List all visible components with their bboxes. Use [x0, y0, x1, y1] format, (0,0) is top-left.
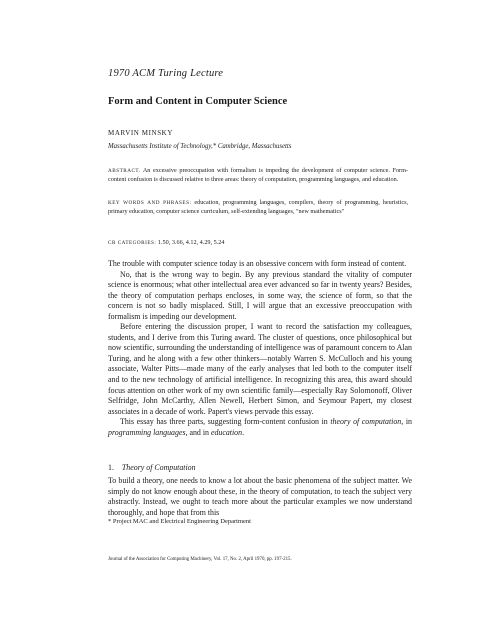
categories-label: CR CATEGORIES: — [108, 240, 157, 246]
author-affiliation: Massachusetts Institute of Technology,* Cambridge, Massachusetts — [108, 143, 292, 150]
lecture-heading: 1970 ACM Turing Lecture — [108, 68, 224, 79]
p4-education: education — [210, 427, 243, 437]
section-name: Theory of Computation — [121, 463, 196, 472]
p4-end: . — [242, 427, 245, 437]
author-name: MARVIN MINSKY — [108, 129, 173, 137]
paper-title: Form and Content in Computer Science — [108, 96, 288, 107]
section-1-paragraph: To build a theory, one needs to know a lot about the basic phenomena of the subject matter. We simply do not know enough about these, in the theory of computation, to teach the subject very abstractly. Instead, we ought to teach more about the particular examples we now understand thoroughly, and hope that from this — [108, 476, 412, 517]
keywords-label: KEY WORDS AND PHRASES: — [108, 200, 192, 206]
keywords-text: education, programming languages, compilers, theory of programming, heuristics, primary education, computer science curriculum, self-extending languages, "new mathematics" — [108, 199, 409, 215]
keywords — [108, 199, 408, 216]
p4-languages: programming languages — [108, 427, 186, 437]
body-text — [108, 259, 412, 438]
section-1-body — [108, 476, 412, 518]
paragraph-2: No, that is the wrong way to begin. By any previous standard the vitality of computer science is enormous; what other intellectual area ever advanced so far in twenty years? Besides, the theory of computation perhaps encloses, in some way, the science of form, so that the concern is not so badly misplaced. Still, I will argue that an excessive preoccupation with formalism is impeding our development. — [108, 269, 412, 321]
section-number: 1. — [108, 463, 114, 472]
footnote: * Project MAC and Electrical Engineering Department — [108, 518, 251, 525]
abstract-text: An excessive preoccupation with formalism is impeding the development of computer science. Form-content confusion is discussed relative to three areas: theory of computation, programming languages, and education. — [108, 167, 408, 183]
paragraph-3: Before entering the discussion proper, I want to record the satisfaction my colleagues, students, and I derive from this Turing award. The cluster of questions, once philosophical but now scientific, surrounding the understanding of intelligence was of paramount concern to Alan Turing, and he along with a few other thinkers—notably Warren S. McCulloch and his young associate, Walter Pitts—made many of the early analyses that led both to the computer itself and to the new technology of artificial intelligence. In recognizing this area, this award should focus attention on other work of my own scientific family—especially Ray Solomonoff, Oliver Selfridge, John McCarthy, Allen Newell, Herbert Simon, and Seymour Papert, my closest associates in a decade of work. Papert's views pervade this essay. — [108, 322, 412, 416]
paragraph-4 — [108, 417, 412, 438]
categories-text: 1.50, 3.66, 4.12, 4.29, 5.24 — [157, 239, 225, 246]
p4-start: This essay has three parts, suggesting form-content confusion in — [120, 417, 331, 427]
journal-citation: Journal of the Association for Computing Machinery, Vol. 17, No. 2, April 1970, pp. 197-215. — [108, 557, 292, 562]
abstract-label: ABSTRACT. — [108, 168, 141, 174]
p4-and: , and in — [185, 427, 211, 437]
section-heading — [108, 463, 196, 472]
abstract — [108, 167, 408, 184]
cr-categories — [108, 239, 408, 248]
p4-theory: theory of computation — [330, 417, 402, 427]
p4-mid: , in — [401, 417, 412, 427]
paragraph-1: The trouble with computer science today is an obsessive concern with form instead of content. — [108, 259, 407, 268]
